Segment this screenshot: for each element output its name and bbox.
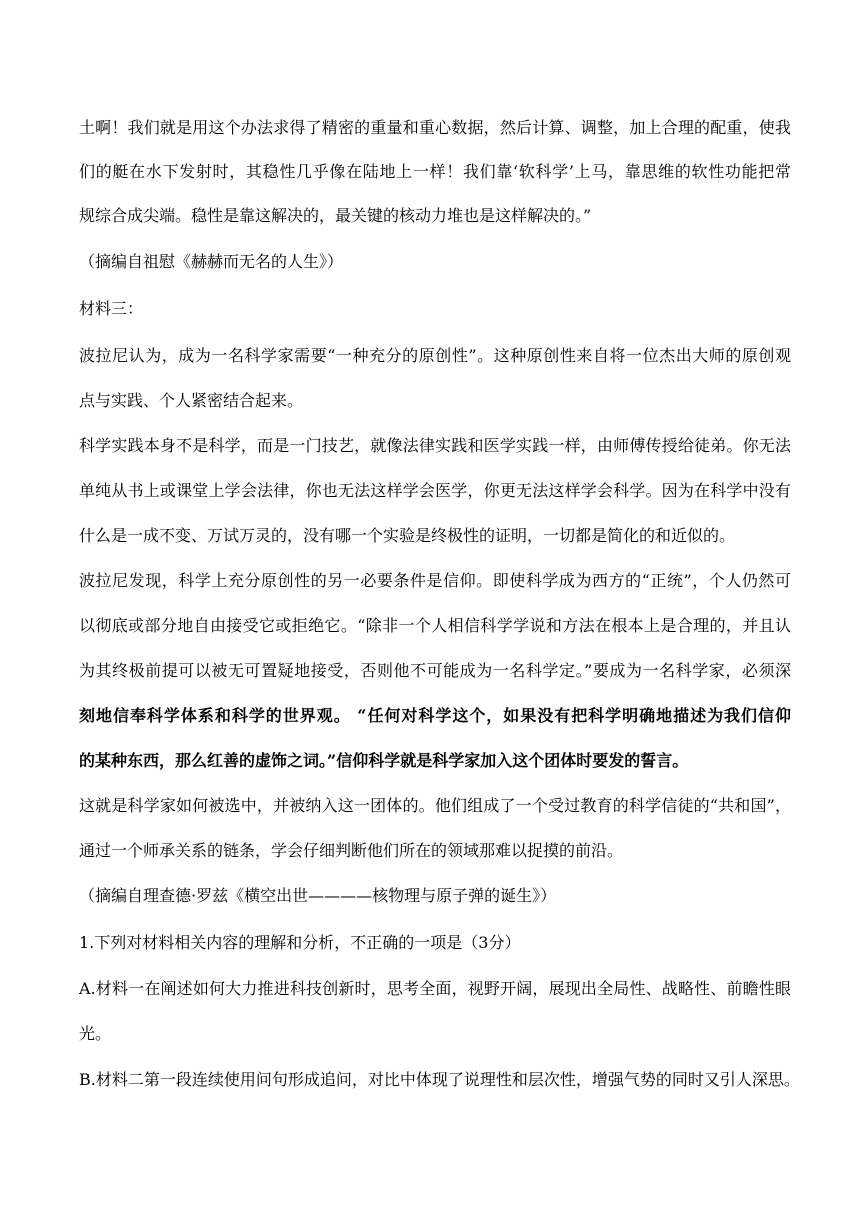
text-line: 规综合成尖端。稳性是靠这解决的，最关键的核动力堆也是这样解决的。” — [79, 206, 592, 225]
question-stem: 1.下列对材料相关内容的理解和分析，不正确的一项是（3分） — [79, 933, 521, 952]
text-line: 这就是科学家如何被选中，并被纳入这一团体的。他们组成了一个受过教育的科学信徒的“共和国”， — [79, 796, 791, 815]
answer-option-a-continued: 光。 — [79, 1024, 112, 1043]
text-line: 什么是一成不变、万试万灵的，没有哪一个实验是终极性的证明，一切都是简化的和近似的。 — [79, 526, 736, 545]
section-heading: 材料三： — [79, 299, 144, 318]
text-line: 为其终极前提可以被无可置疑地接受，否则他不可能成为一名科学定。”要成为一名科学家，必须深 — [79, 661, 791, 680]
text-line: 们的艇在水下发射时，其稳性几乎像在陆地上一样！我们靠‘软科学’上马，靠思维的软性功能把常 — [79, 162, 791, 181]
text-line: 通过一个师承关系的链条，学会仔细判断他们所在的领域那难以捉摸的前沿。 — [79, 841, 624, 860]
text-line: 的某种东西，那么红善的虚饰之词。”信仰科学就是科学家加入这个团体时要发的誓言。 — [79, 751, 689, 770]
text-line: 土啊！我们就是用这个办法求得了精密的重量和重心数据，然后计算、调整，加上合理的配重，使我 — [79, 118, 791, 137]
answer-option-a: A.材料一在阐述如何大力推进科技创新时，思考全面，视野开阔，展现出全局性、战略性、前瞻性眼 — [79, 979, 791, 998]
text-line: 科学实践本身不是科学，而是一门技艺，就像法律实践和医学实践一样，由师傅传授给徒弟。你无法 — [79, 436, 791, 455]
text-line: 波拉尼发现，科学上充分原创性的另一必要条件是信仰。即使科学成为西方的“正统”，个人仍然可 — [79, 571, 791, 590]
text-line: 波拉尼认为，成为一名科学家需要“一种充分的原创性”。这种原创性来自将一位杰出大师的原创观 — [79, 346, 791, 365]
text-line: 以彻底或部分地自由接受它或拒绝它。“除非一个人相信科学学说和方法在根本上是合理的，并且认 — [79, 616, 791, 635]
source-citation: （摘编自祖慰《赫赫而无名的人生》） — [79, 252, 344, 271]
text-line: 点与实践、个人紧密结合起来。 — [79, 391, 304, 410]
text-line: 刻地信奉科学体系和科学的世界观。 “任何对科学这个，如果没有把科学明确地描述为我们信仰 — [79, 706, 791, 725]
answer-option-b: B.材料二第一段连续使用问句形成追问，对比中体现了说理性和层次性，增强气势的同时又引人深思。 — [79, 1070, 800, 1089]
source-citation: （摘编自理查德·罗兹《横空出世————核物理与原子弹的诞生》） — [79, 886, 557, 905]
text-line: 单纯从书上或课堂上学会法律，你也无法这样学会医学，你更无法这样学会科学。因为在科学中没有 — [79, 481, 791, 500]
